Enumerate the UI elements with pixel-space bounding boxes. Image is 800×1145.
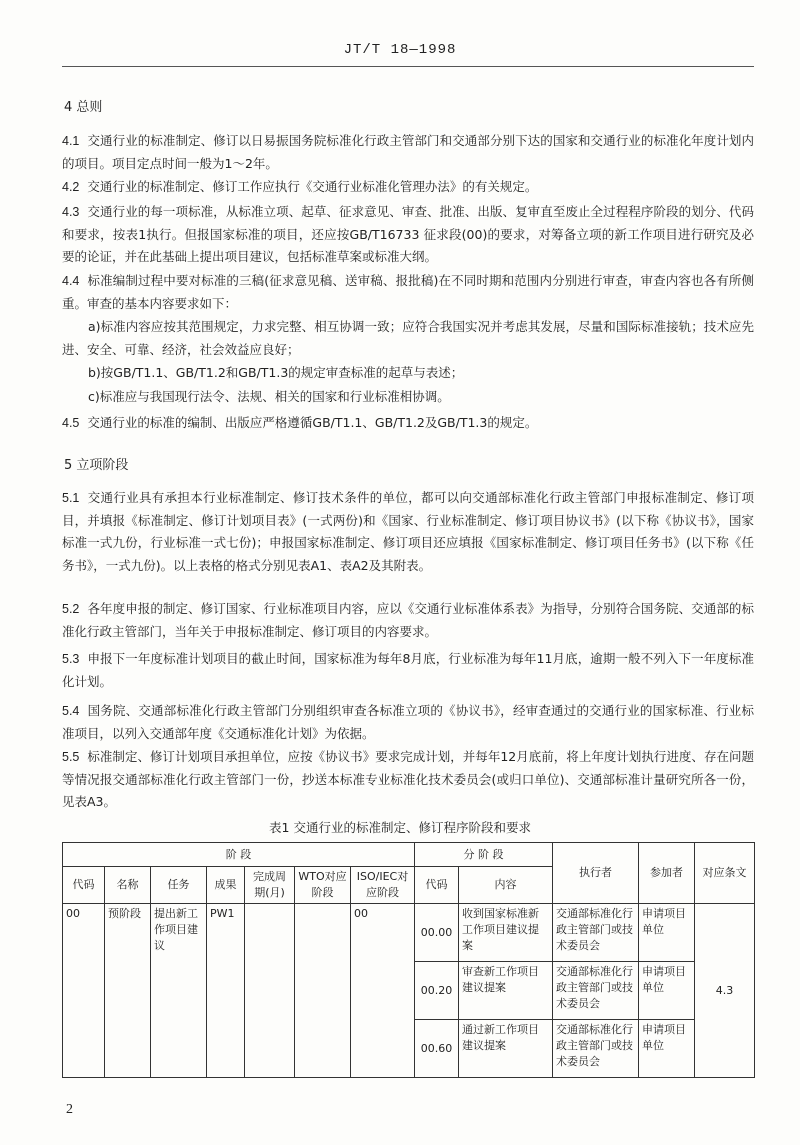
col-clause: 对应条文: [695, 843, 755, 904]
cell-participant: 申请项目单位: [639, 904, 695, 962]
cell-code: 00: [63, 904, 105, 1078]
list-item-a: a)标准内容应按其范围规定，力求完整、相互协调一致；应符合我国实况并考虑其发展，尽量和国际标准接轨；技术应先进、安全、可靠、经济，社会效益应良好；: [62, 319, 754, 357]
clause-text: 交通行业的标准制定、修订以日易振国务院标准化行政主管部门和交通部分别下达的国家和交通行业的标准化年度计划内的项目。项目定点时间一般为1～2年。: [62, 133, 754, 171]
cell-sub-code: 00.20: [415, 962, 459, 1020]
clause-text: 交通行业的每一项标准，从标准立项、起草、征求意见、审查、批准、出版、复审直至废止全过程程序阶段的划分、代码和要求，按表1执行。但报国家标准的项目，还应按GB/T16733 征求段(00)的要求，对筹备立项的新工作项目进行研究及必要的论证，并在此基础上提出项目建议，包括标准草案或标准大纲。: [62, 204, 754, 264]
col-result: 成果: [207, 867, 245, 904]
clause-text: 交通行业具有承担本行业标准制定、修订技术条件的单位，都可以向交通部标准化行政主管部门申报标准制定、修订项目，并填报《标准制定、修订计划项目表》(一式两份)和《国家、行业标准制定、修订项目协议书》(以下称《协议书》，国家标准一式九份，行业标准一式七份)；申报国家标准制定、修订项目还应填报《国家标准制定、修订项目任务书》(以下称《任务书》，一式九份)。以上表格的格式分别见表A1、表A2及其附表。: [62, 490, 754, 573]
clause-4-2: [62, 176, 754, 199]
cell-executor: 交通部标准化行政主管部门或技术委员会: [553, 1020, 639, 1078]
clause-number: 5.1: [62, 491, 80, 505]
clause-text: 标准制定、修订计划项目承担单位，应按《协议书》要求完成计划，并每年12月底前，将上年度计划执行进度、存在问题等情况报交通部标准化行政主管部门一份，抄送本标准专业标准化技术委员会(或归口单位)、交通部标准计量研究所各一份，见表A3。: [62, 749, 754, 809]
cell-sub-content: 通过新工作项目建议提案: [459, 1020, 553, 1078]
clause-5-4: [62, 700, 754, 745]
list-item-c: c)标准应与我国现行法令、法规、相关的国家和行业标准相协调。: [88, 389, 450, 404]
col-sub-content: 内容: [459, 867, 553, 904]
col-sub-code: 代码: [415, 867, 459, 904]
clause-4-4: [62, 270, 754, 315]
table-row: [63, 904, 755, 962]
clause-text: 标准编制过程中要对标准的三稿(征求意见稿、送审稿、报批稿)在不同时期和范围内分别进行审查，审查内容也各有所侧重。审查的基本内容要求如下：: [62, 273, 754, 311]
cell-task: 提出新工作项目建议: [151, 904, 207, 1078]
table-1-caption: 表1 交通行业的标准制定、修订程序阶段和要求: [269, 820, 531, 835]
clause-number: 5.2: [62, 602, 80, 616]
cell-iso: 00: [351, 904, 415, 1078]
cell-clause: 4.3: [695, 904, 755, 1078]
clause-text: 申报下一年度标准计划项目的截止时间，国家标准为每年8月底，行业标准为每年11月底，逾期一般不列入下一年度标准化计划。: [62, 651, 754, 689]
clause-text: 交通行业的标准的编制、出版应严格遵循GB/T1.1、GB/T1.2及GB/T1.3的规定。: [87, 415, 538, 430]
clause-5-1: [62, 487, 754, 577]
clause-text: 各年度申报的制定、修订国家、行业标准项目内容，应以《交通行业标准体系表》为指导，分别符合国务院、交通部的标准化行政主管部门，当年关于申报标准制定、修订项目的内容要求。: [62, 601, 754, 639]
clause-number: 4.4: [62, 274, 80, 288]
cell-executor: 交通部标准化行政主管部门或技术委员会: [553, 962, 639, 1020]
clause-number: 4.3: [62, 205, 80, 219]
col-wto: WTO对应阶段: [295, 867, 351, 904]
substage-group-header: 分 阶 段: [415, 843, 553, 867]
clause-text: 国务院、交通部标准化行政主管部门分别组织审查各标准立项的《协议书》，经审查通过的交通行业的国家标准、行业标准项目，以列入交通部年度《交通标准化计划》为依据。: [62, 703, 754, 741]
cell-name: 预阶段: [105, 904, 151, 1078]
cell-participant: 申请项目单位: [639, 962, 695, 1020]
clause-number: 4.5: [62, 416, 80, 430]
clause-text: 交通行业的标准制定、修订工作应执行《交通行业标准化管理办法》的有关规定。: [87, 179, 538, 194]
cell-executor: 交通部标准化行政主管部门或技术委员会: [553, 904, 639, 962]
col-name: 名称: [105, 867, 151, 904]
clause-5-5: [62, 746, 754, 814]
clause-number: 4.2: [62, 180, 80, 194]
clause-5-2: [62, 598, 754, 643]
cell-sub-content: 审查新工作项目建议提案: [459, 962, 553, 1020]
cell-sub-code: 00.60: [415, 1020, 459, 1078]
section-4-heading: 4 总则: [64, 100, 103, 115]
header-rule: [62, 66, 754, 67]
col-task: 任务: [151, 867, 207, 904]
col-iso: ISO/IEC对应阶段: [351, 867, 415, 904]
col-code: 代码: [63, 867, 105, 904]
stage-group-header: 阶 段: [63, 843, 415, 867]
list-item-b: b)按GB/T1.1、GB/T1.2和GB/T1.3的规定审查标准的起草与表述；: [88, 365, 464, 380]
clause-number: 5.3: [62, 652, 80, 666]
section-5-heading: 5 立项阶段: [64, 458, 129, 473]
clause-number: 4.1: [62, 134, 80, 148]
cell-sub-code: 00.00: [415, 904, 459, 962]
cell-wto: [295, 904, 351, 1078]
clause-4-1: [62, 130, 754, 175]
standard-number: JT/T 18—1998: [343, 42, 457, 58]
page-number: 2: [66, 1102, 73, 1117]
clause-4-3: [62, 201, 754, 269]
clause-5-3: [62, 648, 754, 693]
col-participant: 参加者: [639, 843, 695, 904]
col-period: 完成周期(月): [245, 867, 295, 904]
cell-period: [245, 904, 295, 1078]
cell-participant: 申请项目单位: [639, 1020, 695, 1078]
col-executor: 执行者: [553, 843, 639, 904]
clause-number: 5.4: [62, 704, 80, 718]
cell-result: PW1: [207, 904, 245, 1078]
table-1: [62, 842, 755, 1078]
cell-sub-content: 收到国家标准新工作项目建议提案: [459, 904, 553, 962]
clause-4-5: [62, 412, 754, 435]
clause-number: 5.5: [62, 750, 80, 764]
